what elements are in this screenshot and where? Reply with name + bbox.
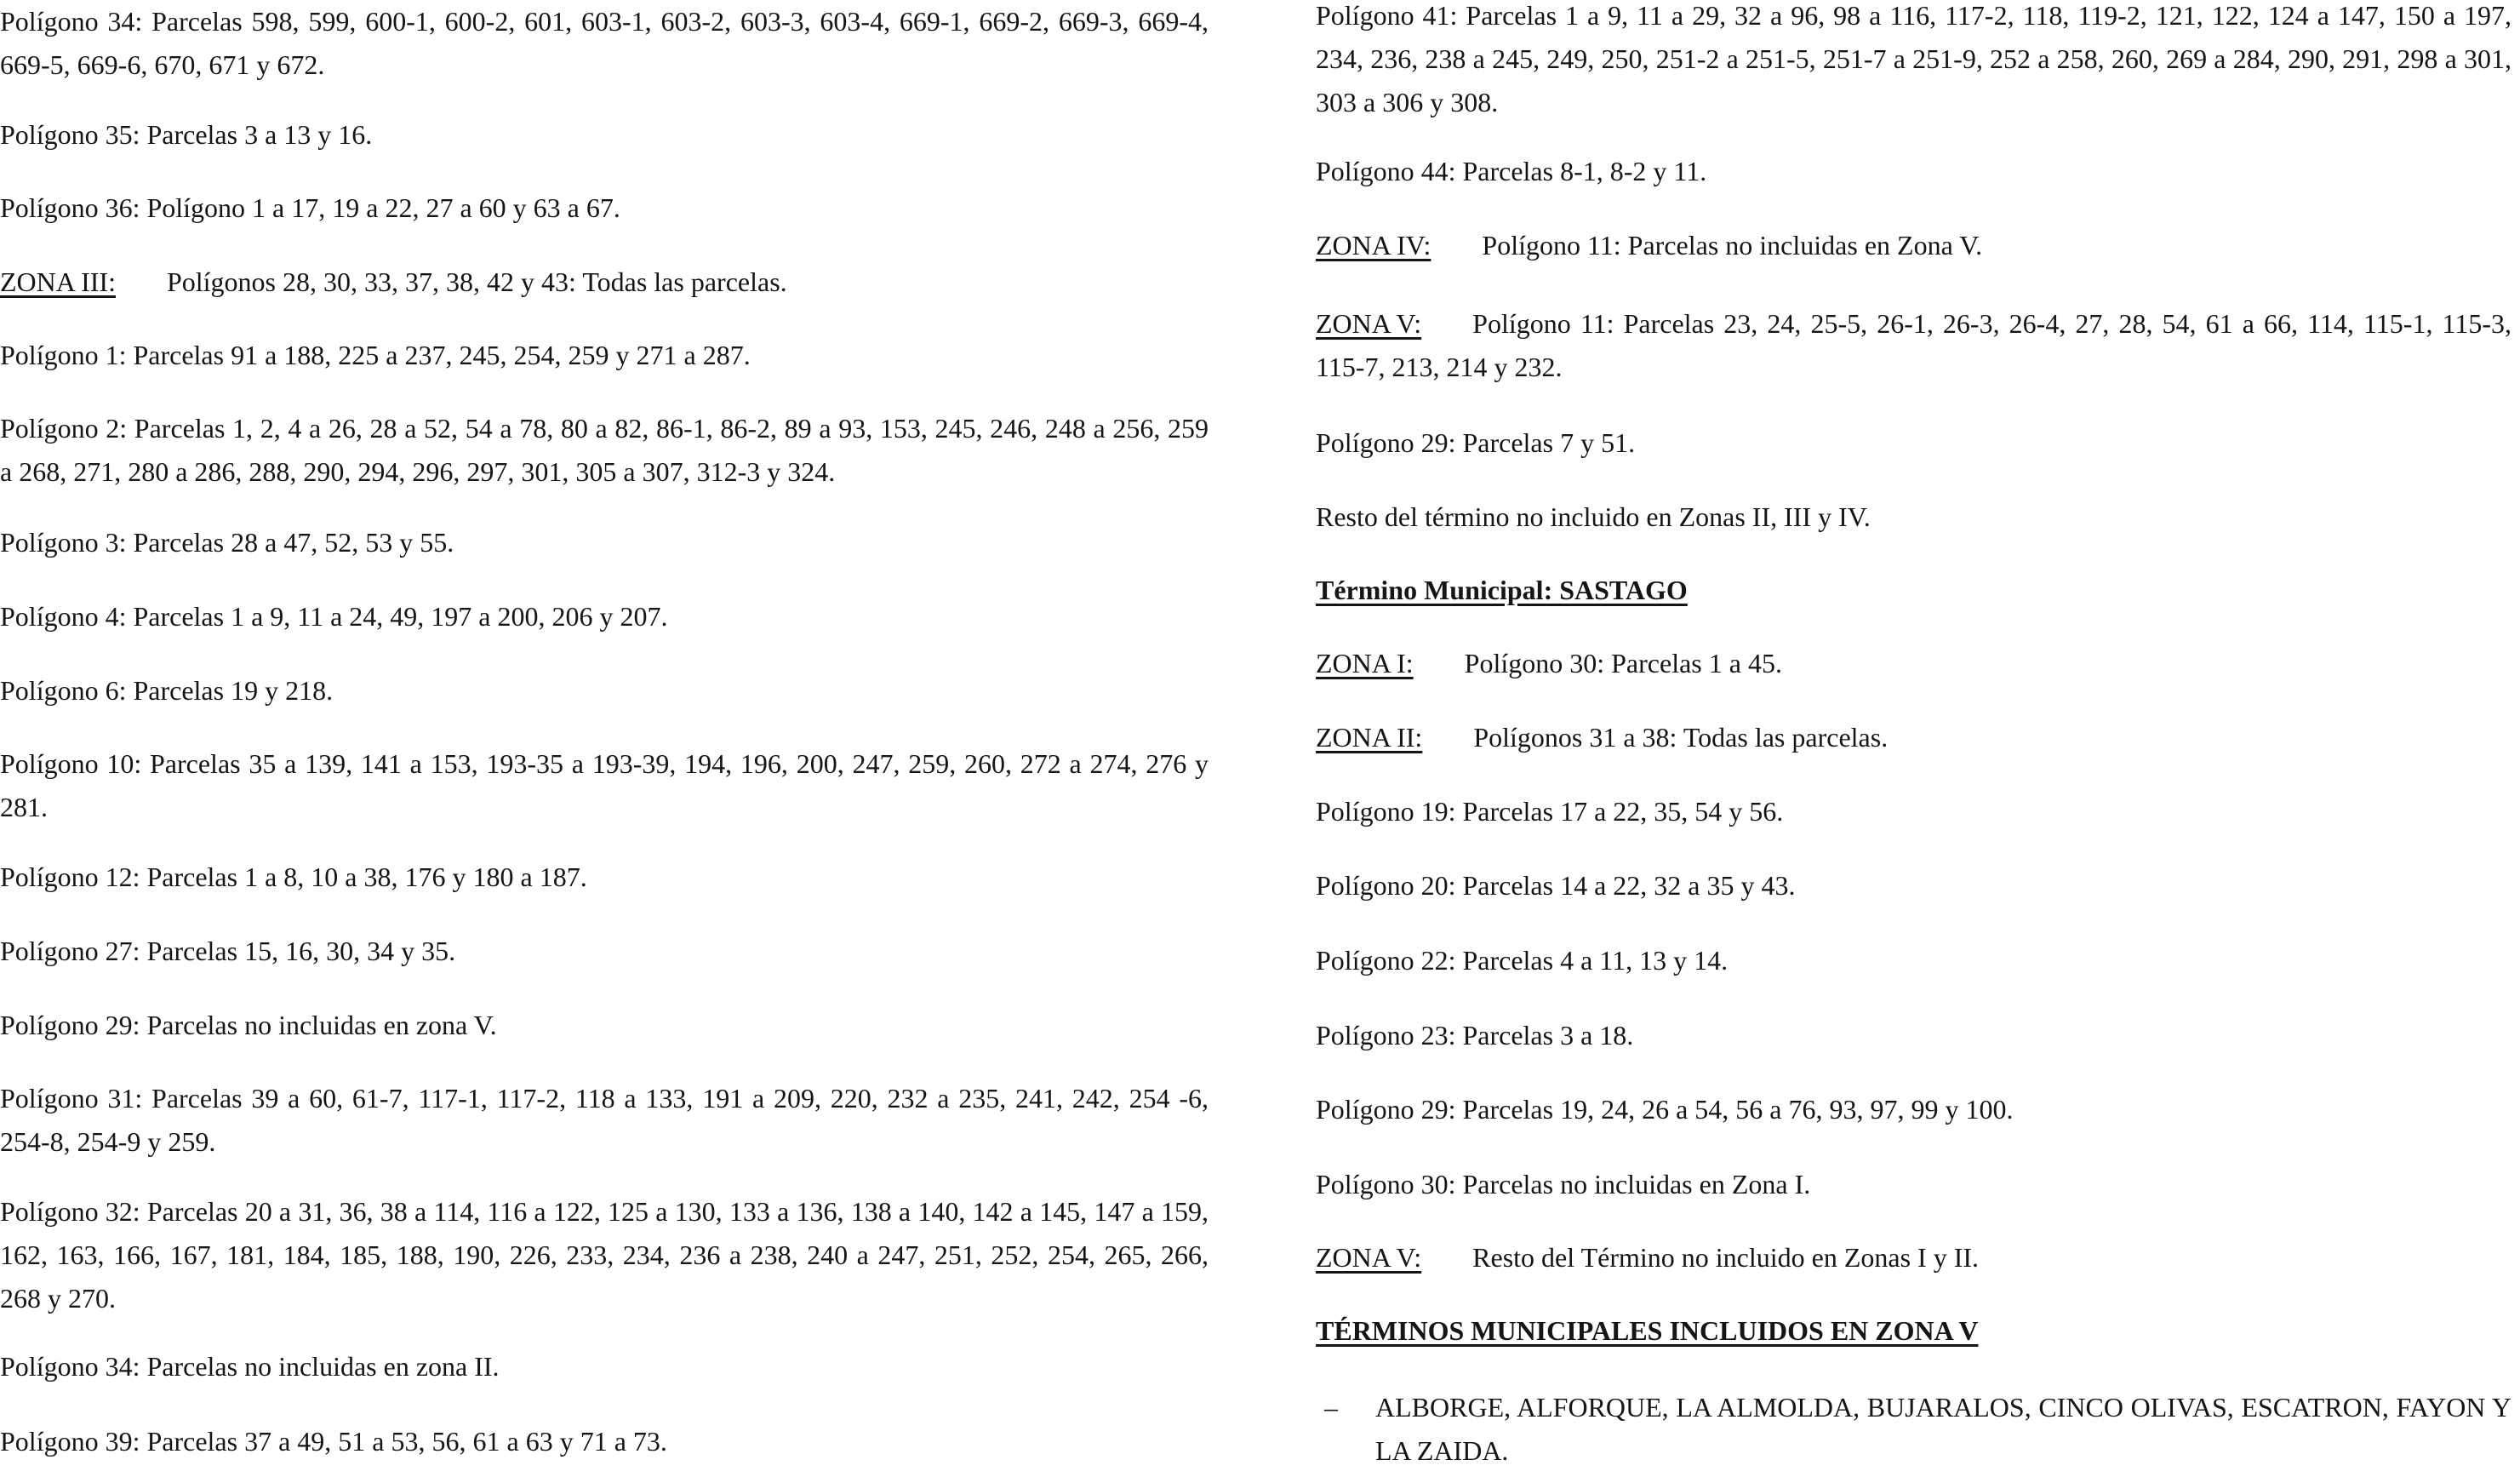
paragraph-poligono-1: Polígono 1: Parcelas 91 a 188, 225 a 237, 245, 254, 259 y 271 a 287. bbox=[0, 340, 751, 370]
paragraph-poligono-4: Polígono 4: Parcelas 1 a 9, 11 a 24, 49, 197 a 200, 206 y 207. bbox=[0, 601, 668, 632]
paragraph-poligono-34-b: Polígono 34: Parcelas no incluidas en zona II. bbox=[0, 1351, 500, 1382]
paragraph-poligono-39: Polígono 39: Parcelas 37 a 49, 51 a 53, 56, 61 a 63 y 71 a 73. bbox=[0, 1426, 667, 1457]
zona-text: Polígono 11: Parcelas no incluidas en Zona V. bbox=[1482, 230, 1983, 260]
paragraph-poligono-44: Polígono 44: Parcelas 8-1, 8-2 y 11. bbox=[1316, 156, 1707, 186]
paragraph-poligono-32: Polígono 32: Parcelas 20 a 31, 36, 38 a 114, 116 a 122, 125 a 130, 133 a 136, 138 a 140, 142 a 145, 147 a 159, 162, 163, 166, 167, 181, 184, 185, 188, 190, 226, 233, 234, 236 a 238, 240 a 247, 251, 252, 254, 265, 266, 268 y 270. bbox=[0, 1196, 1209, 1314]
paragraph-poligono-3: Polígono 3: Parcelas 28 a 47, 52, 53 y 55. bbox=[0, 527, 454, 558]
paragraph-poligono-29-b: Polígono 29: Parcelas 19, 24, 26 a 54, 56 a 76, 93, 97, 99 y 100. bbox=[1316, 1094, 2014, 1125]
zona-iii-row bbox=[0, 260, 1209, 304]
paragraph-poligono-27: Polígono 27: Parcelas 15, 16, 30, 34 y 35. bbox=[0, 936, 456, 966]
zona-v-row-b bbox=[1316, 1236, 2511, 1279]
bullet-municipios bbox=[1316, 1386, 2511, 1473]
paragraph-resto: Resto del término no incluido en Zonas II, III y IV. bbox=[1316, 501, 1871, 532]
heading-sastago: Término Municipal: SASTAGO bbox=[1316, 575, 1688, 605]
zona-label: ZONA V: bbox=[1316, 308, 1422, 339]
zona-text: Polígonos 31 a 38: Todas las parcelas. bbox=[1473, 722, 1889, 753]
paragraph-poligono-41: Polígono 41: Parcelas 1 a 9, 11 a 29, 32 a 96, 98 a 116, 117-2, 118, 119-2, 121, 122, 124 a 147, 150 a 197, 234, 236, 238 a 245, 249, 250, 251-2 a 251-5, 251-7 a 251-9, 252 a 258, 260, 269 a 284, 290, 291, 298 a 301, 303 a 306 y 308. bbox=[1316, 0, 2511, 117]
zona-label: ZONA III: bbox=[0, 266, 116, 297]
zona-ii-row bbox=[1316, 716, 2511, 759]
zona-iv-row bbox=[1316, 224, 2511, 267]
zona-label: ZONA IV: bbox=[1316, 230, 1431, 260]
paragraph-poligono-22: Polígono 22: Parcelas 4 a 11, 13 y 14. bbox=[1316, 945, 1729, 976]
paragraph-poligono-36: Polígono 36: Polígono 1 a 17, 19 a 22, 27 a 60 y 63 a 67. bbox=[0, 192, 620, 223]
bullet-dash: – bbox=[1324, 1392, 1338, 1423]
paragraph-poligono-29-r: Polígono 29: Parcelas 7 y 51. bbox=[1316, 427, 1636, 458]
paragraph-poligono-6: Polígono 6: Parcelas 19 y 218. bbox=[0, 675, 334, 706]
paragraph-poligono-2: Polígono 2: Parcelas 1, 2, 4 a 26, 28 a 52, 54 a 78, 80 a 82, 86-1, 86-2, 89 a 93, 153, 245, 246, 248 a 256, 259 a 268, 271, 280 a 286, 288, 290, 294, 296, 297, 301, 305 a 307, 312-3 y 324. bbox=[0, 413, 1209, 487]
zona-i-row bbox=[1316, 642, 2511, 685]
paragraph-poligono-12: Polígono 12: Parcelas 1 a 8, 10 a 38, 176 y 180 a 187. bbox=[0, 862, 587, 892]
paragraph-poligono-29: Polígono 29: Parcelas no incluidas en zona V. bbox=[0, 1010, 497, 1040]
heading-zona-v: TÉRMINOS MUNICIPALES INCLUIDOS EN ZONA V bbox=[1316, 1315, 1979, 1346]
zona-text: Polígono 30: Parcelas 1 a 45. bbox=[1464, 648, 1782, 678]
zona-text: Polígono 11: Parcelas 23, 24, 25-5, 26-1, 26-3, 26-4, 27, 28, 54, 61 a 66, 114, 115-1, 115-3, 115-7, 213, 214 y 232. bbox=[1316, 308, 2511, 382]
zona-label: ZONA II: bbox=[1316, 722, 1423, 753]
paragraph-poligono-30: Polígono 30: Parcelas no incluidas en Zona I. bbox=[1316, 1169, 1811, 1199]
zona-v-row bbox=[1316, 302, 2511, 389]
zona-label: ZONA I: bbox=[1316, 648, 1414, 678]
paragraph-poligono-31: Polígono 31: Parcelas 39 a 60, 61-7, 117-1, 117-2, 118 a 133, 191 a 209, 220, 232 a 235, 241, 242, 254 -6, 254-8, 254-9 y 259. bbox=[0, 1083, 1209, 1157]
zona-text: Resto del Término no incluido en Zonas I y II. bbox=[1472, 1242, 1979, 1273]
bullet-text: ALBORGE, ALFORQUE, LA ALMOLDA, BUJARALOS, CINCO OLIVAS, ESCATRON, FAYON Y LA ZAIDA. bbox=[1375, 1392, 2511, 1466]
paragraph-poligono-34: Polígono 34: Parcelas 598, 599, 600-1, 600-2, 601, 603-1, 603-2, 603-3, 603-4, 669-1, 669-2, 669-3, 669-4, 669-5, 669-6, 670, 671 y 672. bbox=[0, 6, 1209, 80]
paragraph-poligono-35: Polígono 35: Parcelas 3 a 13 y 16. bbox=[0, 119, 373, 150]
paragraph-poligono-23: Polígono 23: Parcelas 3 a 18. bbox=[1316, 1020, 1634, 1051]
paragraph-poligono-20: Polígono 20: Parcelas 14 a 22, 32 a 35 y 43. bbox=[1316, 870, 1796, 901]
paragraph-poligono-10: Polígono 10: Parcelas 35 a 139, 141 a 153, 193-35 a 193-39, 194, 196, 200, 247, 259, 260, 272 a 274, 276 y 281. bbox=[0, 748, 1209, 822]
paragraph-poligono-19: Polígono 19: Parcelas 17 a 22, 35, 54 y 56. bbox=[1316, 796, 1784, 827]
zona-text: Polígonos 28, 30, 33, 37, 38, 42 y 43: Todas las parcelas. bbox=[166, 266, 787, 297]
zona-label: ZONA V: bbox=[1316, 1242, 1422, 1273]
